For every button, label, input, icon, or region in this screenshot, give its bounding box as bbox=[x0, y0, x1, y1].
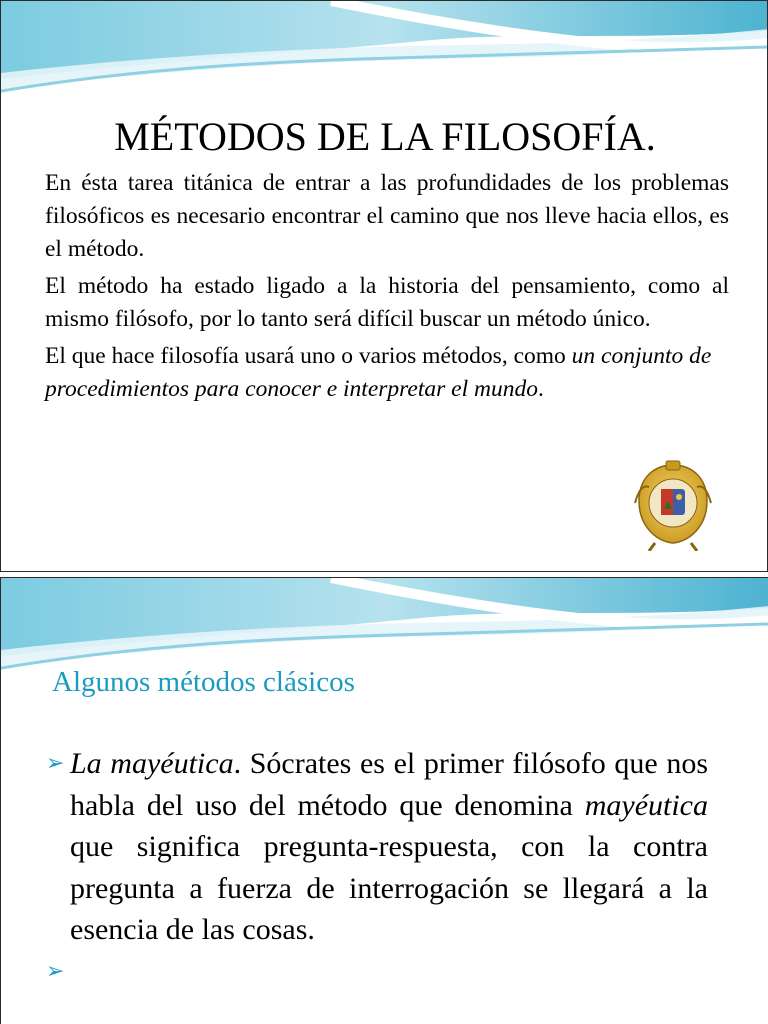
bullet-text-b: que significa pregunta-respuesta, con la contra pregunta a fuerza de interrogación se llegará a la esencia de las cosas. bbox=[70, 830, 708, 946]
paragraph-2: El método ha estado ligado a la historia del pensamiento, como al mismo filósofo, por lo tanto será difícil buscar un método único. bbox=[45, 273, 729, 332]
paragraph-3-italic: un conjunto de procedimientos para conocer e interpretar el mundo bbox=[45, 343, 712, 402]
header-wave-decoration bbox=[1, 1, 768, 96]
arrow-bullet-icon: ➢ bbox=[46, 958, 65, 984]
bullet-term: La mayéutica bbox=[70, 747, 234, 780]
bullet-item-empty bbox=[40, 951, 708, 991]
paragraph-3-end: . bbox=[537, 376, 544, 402]
slide-2-body bbox=[40, 743, 708, 991]
bullet-term-2: mayéutica bbox=[584, 788, 708, 822]
bullet-item-mayeutica bbox=[40, 743, 708, 951]
paragraph-1: En ésta tarea titánica de entrar a las profundidades de los problemas filosóficos es necesario encontrar el camino que nos lleve hacia ellos, es el método. bbox=[45, 170, 729, 262]
bullet-text-a: . Sócrates es el primer filósofo que nos habla del uso del método que denomina bbox=[70, 747, 708, 822]
paragraph-3-lead: El que hace filosofía usará uno o varios métodos, como bbox=[45, 343, 572, 369]
arrow-bullet-icon: ➢ bbox=[46, 751, 65, 776]
paragraph-3 bbox=[45, 340, 729, 406]
header-wave-decoration bbox=[1, 578, 768, 673]
slide-1-body bbox=[45, 167, 729, 410]
slide-1-title: MÉTODOS DE LA FILOSOFÍA. bbox=[114, 114, 656, 159]
university-seal-icon bbox=[633, 459, 713, 551]
slide-2-title: Algunos métodos clásicos bbox=[52, 666, 355, 698]
